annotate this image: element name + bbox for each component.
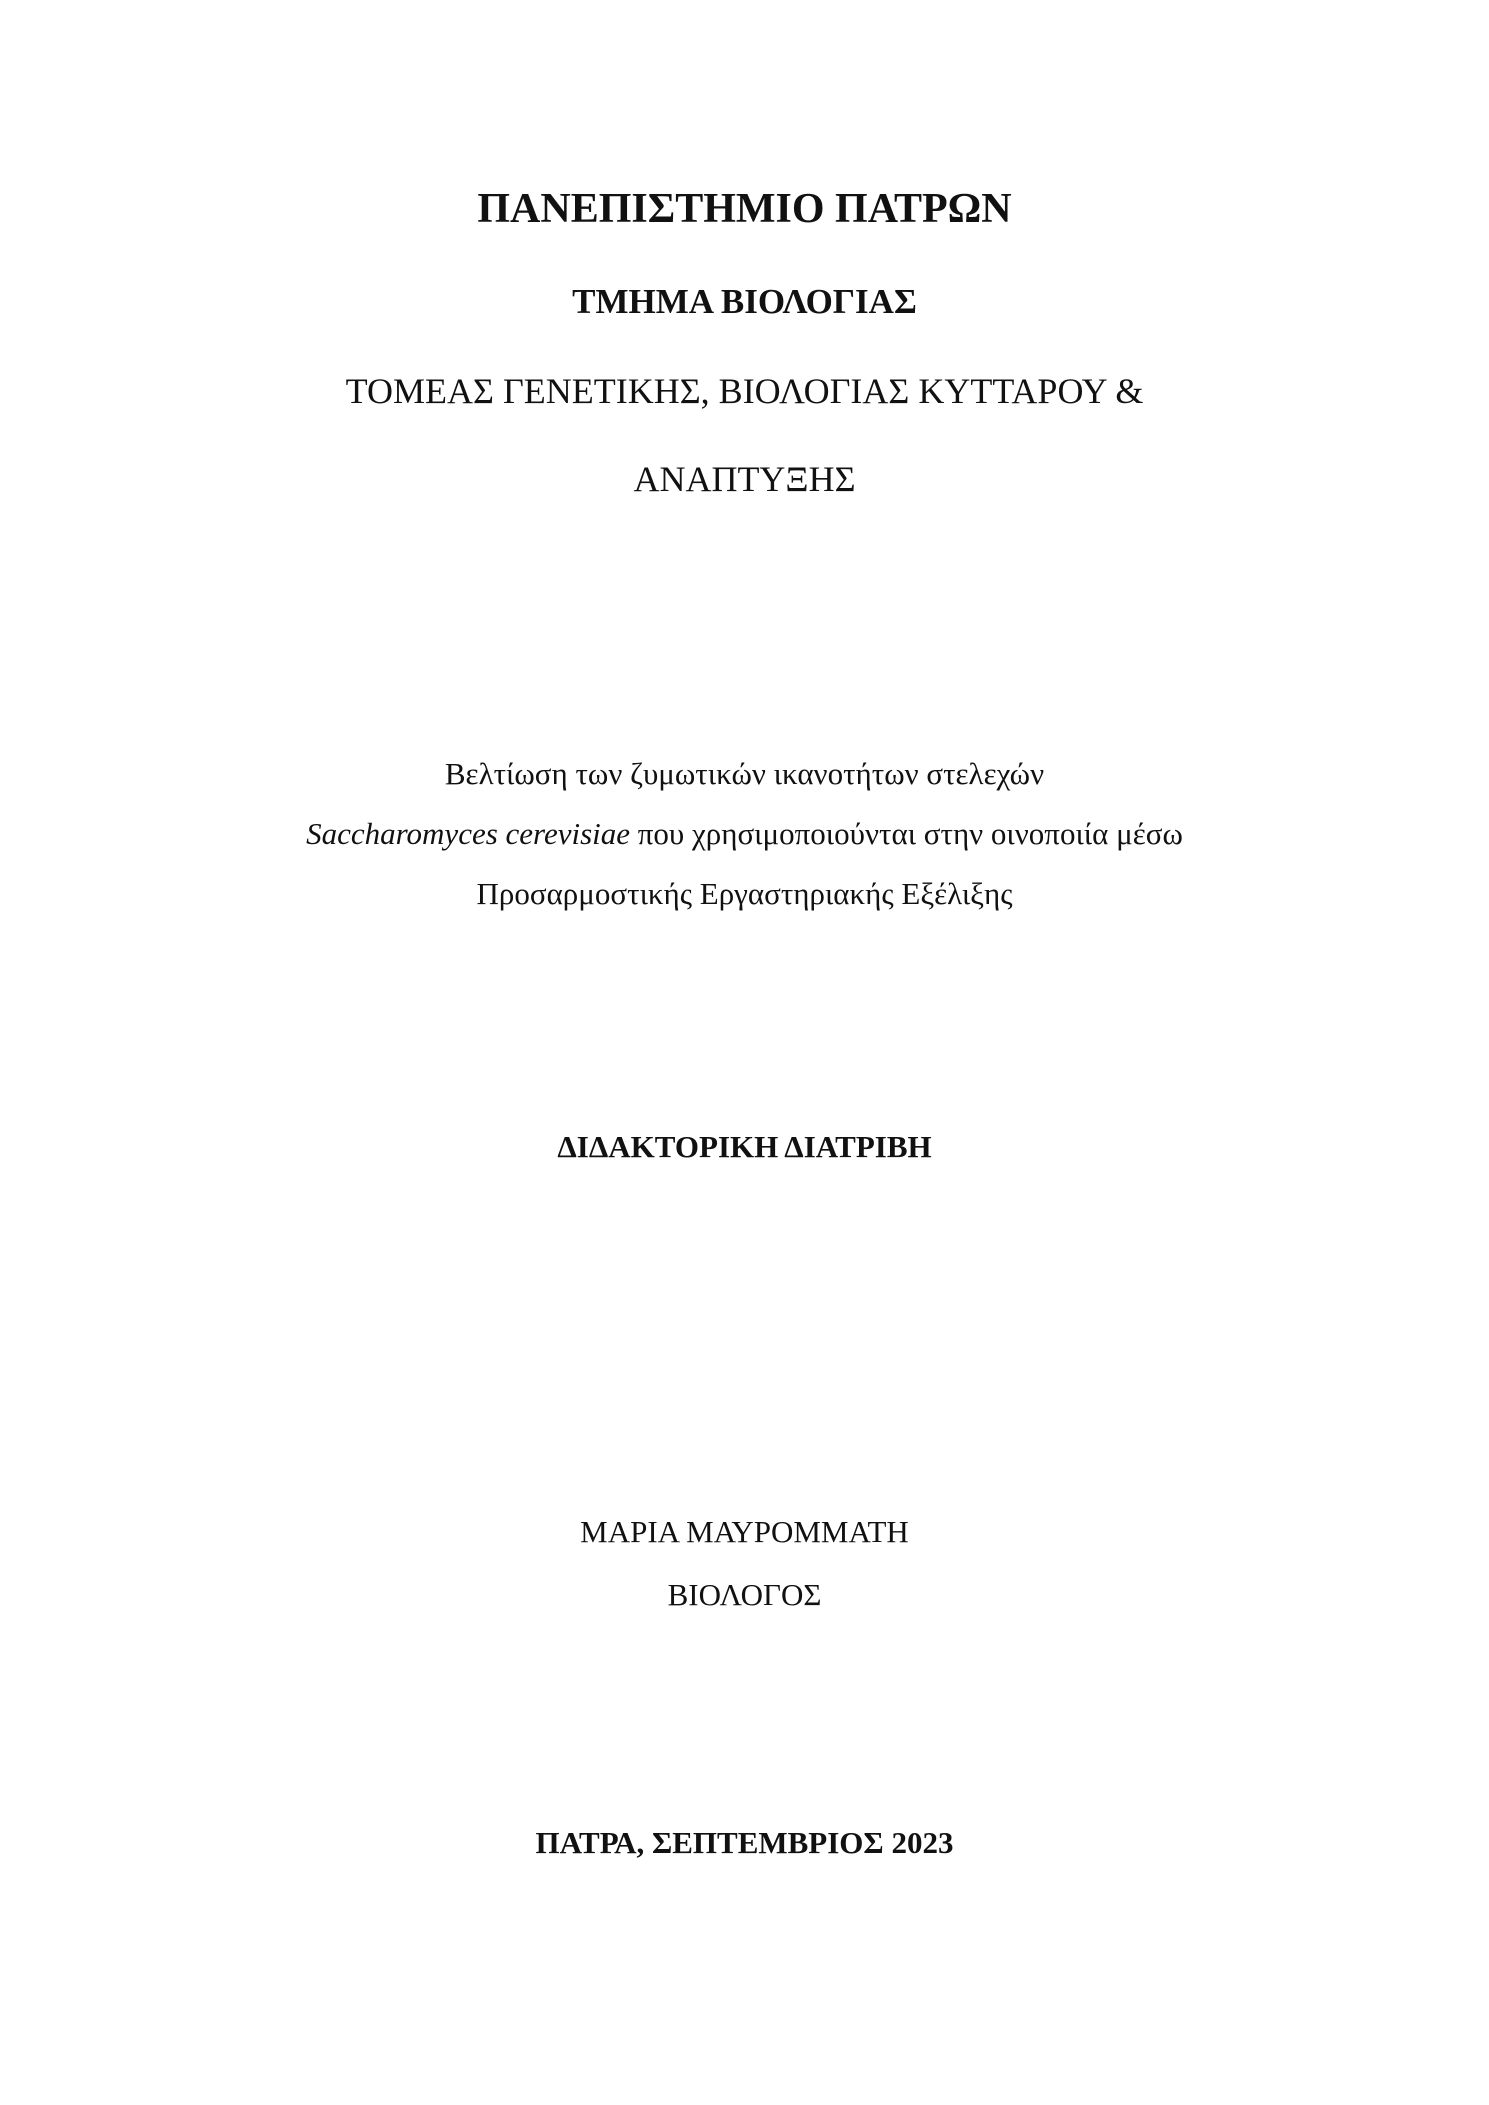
document-type: ΔΙΔΑΚΤΟΡΙΚΗ ΔΙΑΤΡΙΒΗ	[557, 1129, 932, 1164]
sector-name-line2: ΑΝΑΠΤΥΞΗΣ	[633, 459, 856, 499]
author-profession: ΒΙΟΛΟΓΟΣ	[667, 1577, 822, 1612]
thesis-title-line2	[0, 817, 1489, 851]
thesis-title-line3: Προσαρμοστικής Εργαστηριακής Εξέλιξης	[476, 876, 1013, 911]
sector-name-line1: ΤΟΜΕΑΣ ΓΕΝΕΤΙΚΗΣ, ΒΙΟΛΟΓΙΑΣ ΚΥΤΤΑΡΟΥ &	[345, 371, 1144, 411]
author-name: ΜΑΡΙΑ ΜΑΥΡΟΜΜΑΤΗ	[580, 1514, 909, 1549]
thesis-title-line1: Βελτίωση των ζυμωτικών ικανοτήτων στελεχών	[444, 756, 1045, 791]
department-name: ΤΜΗΜΑ ΒΙΟΛΟΓΙΑΣ	[572, 282, 917, 321]
place-and-date: ΠΑΤΡΑ, ΣΕΠΤΕΜΒΡΙΟΣ 2023	[535, 1825, 954, 1860]
thesis-title-line2-rest: που χρησιμοποιούνται στην οινοποιία μέσω	[630, 816, 1183, 851]
university-name: ΠΑΝΕΠΙΣΤΗΜΙΟ ΠΑΤΡΩΝ	[477, 186, 1012, 232]
species-name: Saccharomyces cerevisiae	[306, 816, 631, 851]
